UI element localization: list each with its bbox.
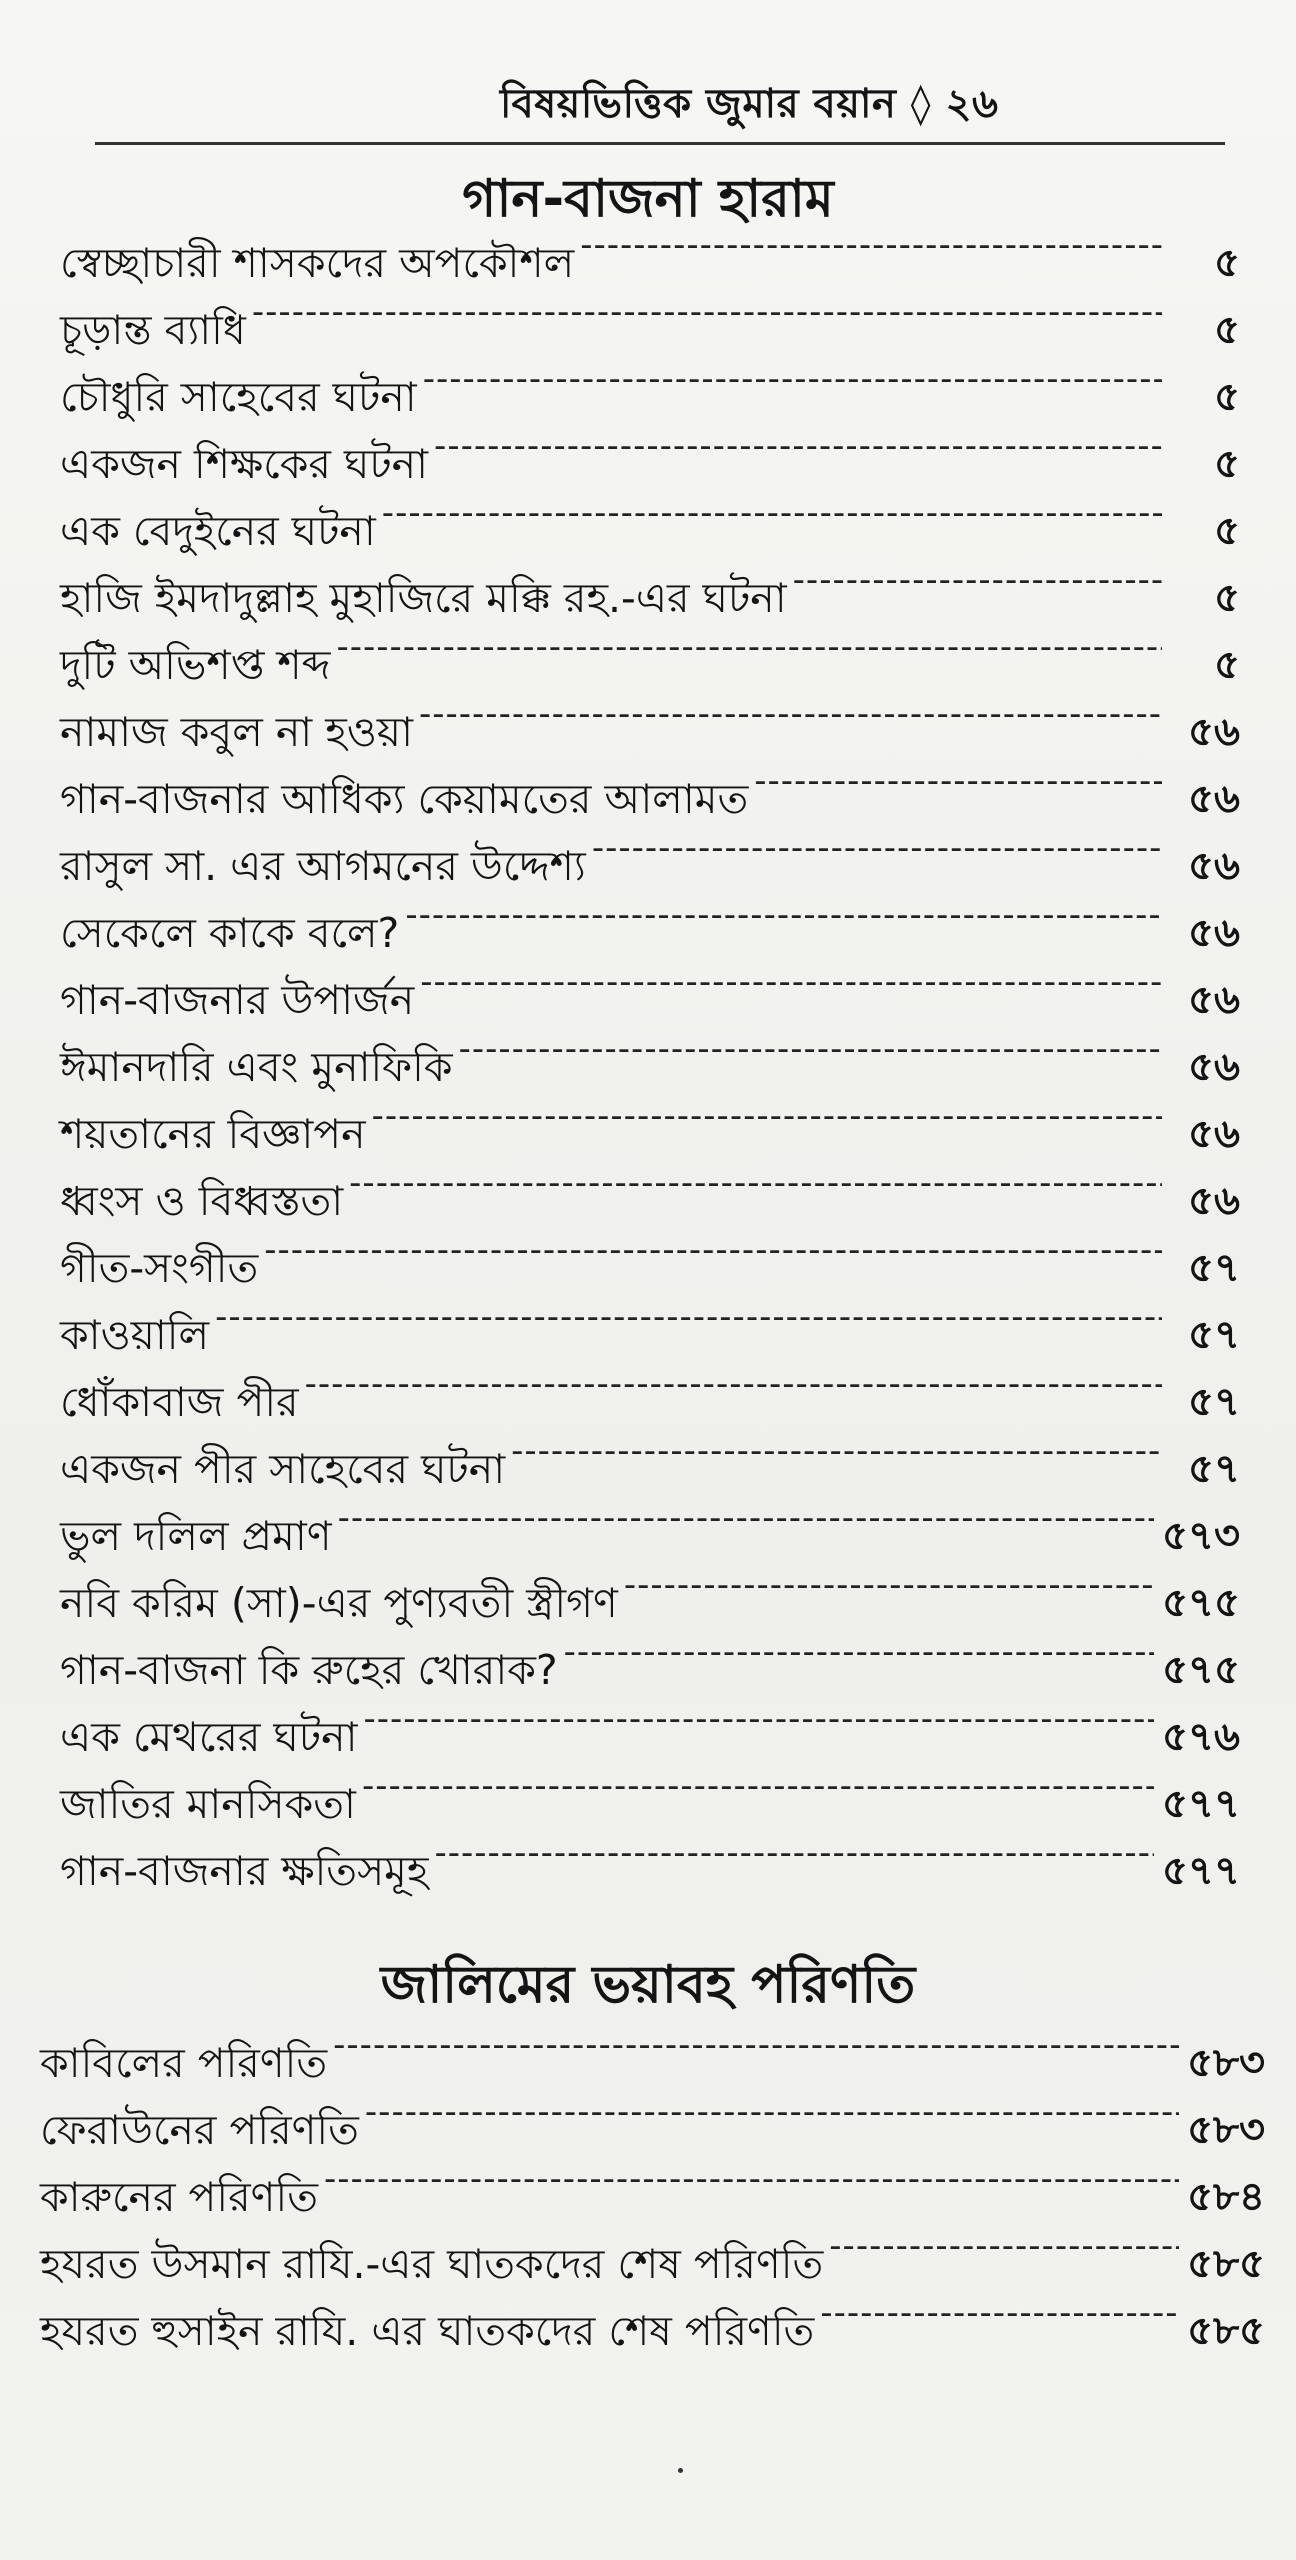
toc-entry-page: ৫৭ (1188, 1312, 1240, 1358)
toc-list-2 (40, 2030, 1265, 2365)
section-title-1: গান-বাজনা হারাম (462, 169, 834, 229)
dot-leader (405, 882, 1162, 949)
toc-entry-page: ৫৭ (1188, 1446, 1240, 1492)
toc-entry-title: সেকেলে কাকে বলে? (60, 909, 400, 957)
toc-entry-title: হযরত হুসাইন রাযি. এর ঘাতকদের শেষ পরিণতি (40, 2307, 815, 2355)
toc-entry-title: এক বেদুইনের ঘটনা (60, 507, 376, 555)
toc-entry-page: ৫৭৭ (1162, 1781, 1240, 1827)
dot-leader (592, 815, 1162, 882)
toc-entry-title: হাজি ইমদাদুল্লাহ মুহাজিরে মক্কি রহ.-এর ঘটনা (60, 574, 787, 622)
toc-entry-page: ৫৮৪ (1187, 2174, 1265, 2220)
dot-leader (564, 1619, 1154, 1686)
toc-entry-title: গান-বাজনার আধিক্য কেয়ামতের আলামত (60, 775, 749, 823)
toc-entry-title: গান-বাজনার ক্ষতিসমূহ (60, 1847, 429, 1895)
toc-entry-title: হযরত উসমান রাযি.-এর ঘাতকদের শেষ পরিণতি (40, 2240, 824, 2288)
dot-leader (382, 480, 1162, 547)
dot-leader (423, 346, 1162, 413)
toc-entry-page: ৫৭ (1188, 1379, 1240, 1425)
dot-leader (511, 1418, 1162, 1485)
toc-entry-page: ৫৬ (1188, 1111, 1240, 1157)
toc-entry-title: এক মেথরের ঘটনা (60, 1713, 358, 1761)
toc-entry-title: নামাজ কবুল না হওয়া (60, 708, 413, 756)
toc-entry (40, 2298, 1265, 2365)
toc-entry-page: ৫ (1214, 374, 1240, 420)
toc-entry-page: ৫৭৬ (1162, 1714, 1240, 1760)
dot-leader (372, 1083, 1162, 1150)
toc-entry-title: চৌধুরি সাহেবের ঘটনা (60, 373, 417, 421)
running-header: বিষয়ভিত্তিক জুমার বয়ান ◊ ২৬ (500, 81, 999, 127)
page-mark (678, 2468, 683, 2473)
toc-entry-title: নবি করিম (সা)-এর পুণ্যবতী স্ত্রীগণ (60, 1579, 618, 1627)
toc-entry-title: চূড়ান্ত ব্যাধি (60, 306, 246, 354)
dot-leader (333, 2012, 1179, 2079)
dot-leader (434, 1820, 1154, 1887)
dot-leader (349, 1150, 1162, 1217)
dot-leader (419, 681, 1162, 748)
toc-entry-title: শয়তানের বিজ্ঞাপন (60, 1110, 366, 1158)
toc-entry-title: কাবিলের পরিণতি (40, 2039, 328, 2087)
dot-leader (364, 1686, 1155, 1753)
toc-entry-page: ৫৭৭ (1162, 1848, 1240, 1894)
toc-entry-page: ৫ (1214, 307, 1240, 353)
dot-leader (793, 547, 1162, 614)
toc-entry-title: ধোঁকাবাজ পীর (60, 1378, 299, 1426)
toc-entry-page: ৫৭৫ (1162, 1580, 1240, 1626)
dot-leader (420, 949, 1162, 1016)
dot-leader (338, 1485, 1154, 1552)
toc-entry-title: কাওয়ালি (60, 1311, 210, 1359)
dot-leader (754, 748, 1162, 815)
dot-leader (580, 212, 1162, 279)
section-title-2: জালিমের ভয়াবহ পরিণতি (380, 1955, 916, 2015)
dot-leader (336, 614, 1162, 681)
toc-entry-title: গান-বাজনা কি রুহের খোরাক? (60, 1646, 558, 1694)
dot-leader (264, 1217, 1162, 1284)
toc-entry-page: ৫৬ (1188, 910, 1240, 956)
dot-leader (252, 279, 1162, 346)
toc-entry-title: একজন শিক্ষকের ঘটনা (60, 440, 429, 488)
toc-list-1 (60, 230, 1240, 1905)
toc-entry-page: ৫ (1214, 240, 1240, 286)
dot-leader (820, 2280, 1179, 2347)
toc-entry-page: ৫৬ (1188, 1044, 1240, 1090)
toc-entry-title: রাসুল সা. এর আগমনের উদ্দেশ্য (60, 842, 586, 890)
toc-entry-page: ৫৮৫ (1187, 2308, 1265, 2354)
toc-entry-page: ৫ (1214, 575, 1240, 621)
toc-entry-title: দুটি অভিশপ্ত শব্দ (60, 641, 331, 689)
toc-entry-page: ৫৭ (1188, 1245, 1240, 1291)
toc-entry-title: একজন পীর সাহেবের ঘটনা (60, 1445, 506, 1493)
toc-entry-page: ৫৭৩ (1162, 1513, 1240, 1559)
toc-entry-page: ৫৭৫ (1162, 1647, 1240, 1693)
dot-leader (324, 2146, 1179, 2213)
toc-entry-title: গীত-সংগীত (60, 1244, 259, 1292)
dot-leader (362, 1753, 1154, 1820)
dot-leader (624, 1552, 1154, 1619)
dot-leader (215, 1284, 1162, 1351)
dot-leader (305, 1351, 1162, 1418)
toc-entry-page: ৫ (1214, 642, 1240, 688)
toc-entry-title: ধ্বংস ও বিধ্বস্ততা (60, 1177, 344, 1225)
toc-entry-page: ৫৬ (1188, 709, 1240, 755)
header-rule (95, 142, 1225, 145)
dot-leader (459, 1016, 1162, 1083)
toc-entry-page: ৫৮৩ (1187, 2107, 1265, 2153)
toc-entry (60, 1838, 1240, 1905)
toc-entry-title: ঈমানদারি এবং মুনাফিকি (60, 1043, 453, 1091)
toc-entry-title: জাতির মানসিকতা (60, 1780, 356, 1828)
toc-entry-page: ৫ (1214, 441, 1240, 487)
toc-entry-title: কারুনের পরিণতি (40, 2173, 318, 2221)
toc-entry-page: ৫৮৩ (1187, 2040, 1265, 2086)
dot-leader (829, 2213, 1179, 2280)
toc-entry-title: স্বেচ্ছাচারী শাসকদের অপকৌশল (60, 239, 575, 287)
toc-entry-page: ৫ (1214, 508, 1240, 554)
dot-leader (434, 413, 1162, 480)
toc-entry-title: ভুল দলিল প্রমাণ (60, 1512, 332, 1560)
toc-entry-page: ৫৬ (1188, 843, 1240, 889)
toc-entry-title: ফেরাউনের পরিণতি (40, 2106, 359, 2154)
toc-entry-page: ৫৮৫ (1187, 2241, 1265, 2287)
toc-entry-page: ৫৬ (1188, 1178, 1240, 1224)
toc-entry-title: গান-বাজনার উপার্জন (60, 976, 415, 1024)
dot-leader (365, 2079, 1179, 2146)
toc-entry-page: ৫৬ (1188, 776, 1240, 822)
toc-entry-page: ৫৬ (1188, 977, 1240, 1023)
